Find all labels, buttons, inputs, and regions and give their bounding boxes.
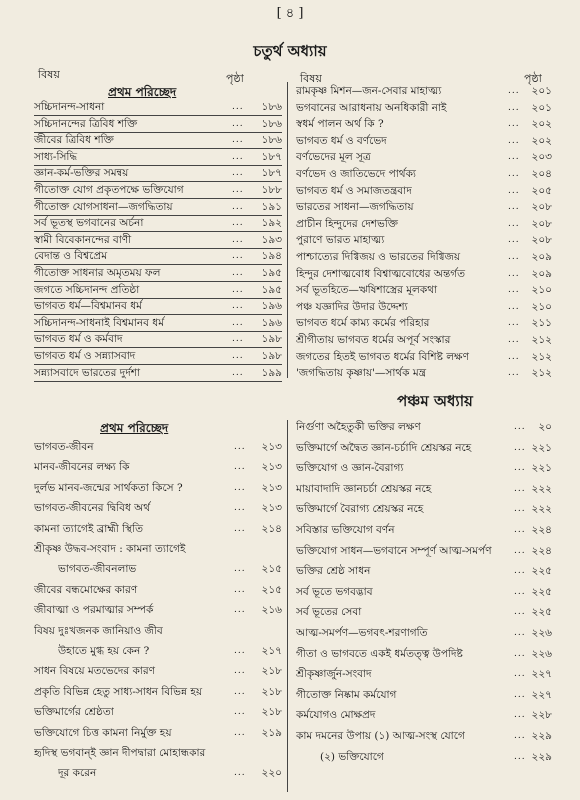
leader-dots: ... bbox=[234, 646, 246, 656]
toc-entry bbox=[34, 131, 286, 149]
toc-entry-page: ২২১ bbox=[531, 462, 552, 475]
toc-entry bbox=[34, 247, 286, 265]
toc-entry-text: ভাগবত-জীবনলাভ bbox=[58, 563, 137, 576]
toc-entry bbox=[34, 264, 286, 282]
toc-entry-text: স্বামী বিবেকানন্দের বাণী bbox=[34, 233, 132, 246]
leader-dots: ... bbox=[232, 251, 244, 262]
chapter5-section-title: প্রথম পরিচ্ছেদ bbox=[100, 421, 169, 435]
toc-entry-text: 'জগদ্ধিতায় কৃষ্ণায়'—সার্থক মন্ত্র bbox=[296, 367, 426, 380]
toc-entry bbox=[34, 744, 286, 762]
toc-entry-page: ১৮৬ bbox=[261, 134, 282, 147]
leader-dots: ... bbox=[514, 731, 526, 741]
toc-entry-page: ২০৪ bbox=[531, 168, 552, 180]
toc-entry-text: ভাগবত ধর্ম—বিশ্বমানব ধর্ম bbox=[34, 300, 142, 313]
toc-entry-text: বিষয় দুঃখজনক জানিয়াও জীব bbox=[34, 624, 163, 637]
toc-entry-page: ২২৫ bbox=[531, 565, 552, 578]
toc-entry-page: ১৮৬ bbox=[261, 101, 282, 113]
toc-entry bbox=[296, 331, 556, 349]
toc-entry bbox=[34, 764, 286, 782]
toc-entry bbox=[296, 562, 556, 580]
leader-dots: ... bbox=[232, 334, 244, 345]
leader-dots: ... bbox=[514, 751, 526, 762]
toc-entry-text: হৃদিস্থ ভগবান্‌ই জ্ঞান দীপদ্বারা মোহান্ধকার bbox=[34, 747, 206, 759]
toc-entry-text: আত্ম-সমর্পণ—ভগবৎ-শরণাগতি bbox=[296, 627, 428, 639]
leader-dots: ... bbox=[508, 218, 520, 229]
toc-entry-page: ১৯৫ bbox=[261, 267, 282, 279]
toc-entry bbox=[296, 439, 556, 457]
toc-entry bbox=[34, 231, 286, 249]
toc-entry-page: ২১৩ bbox=[261, 502, 282, 515]
toc-entry bbox=[34, 479, 286, 497]
toc-entry-text: বেদান্ত ও বিশ্বপ্রেম bbox=[34, 250, 108, 263]
toc-entry bbox=[296, 298, 556, 316]
toc-entry bbox=[34, 683, 286, 701]
leader-dots: ... bbox=[514, 422, 526, 432]
toc-entry bbox=[34, 458, 286, 476]
toc-entry-page: ২০৮ bbox=[531, 234, 552, 247]
toc-entry bbox=[296, 686, 556, 704]
toc-entry-text: শ্রীকৃষ্ণার্জুন-সংবাদ bbox=[296, 668, 372, 681]
toc-entry bbox=[34, 98, 286, 116]
toc-entry-page: ২১৫ bbox=[261, 583, 282, 596]
row-rule bbox=[34, 381, 282, 382]
toc-entry bbox=[34, 297, 286, 315]
toc-entry-text: সাধন বিষয়ে মতভেদের কারণ bbox=[34, 665, 155, 678]
toc-entry bbox=[296, 603, 556, 621]
toc-entry bbox=[296, 314, 556, 332]
toc-entry-text: সর্ব ভূতস্থ ভগবানের অর্চনা bbox=[34, 217, 144, 230]
toc-entry-page: ২০১ bbox=[531, 85, 552, 97]
page-number: [ ৪ ] bbox=[276, 6, 304, 21]
leader-dots: ... bbox=[508, 368, 520, 379]
toc-entry bbox=[34, 314, 286, 332]
toc-entry-text: সন্ন্যাসবাদে ভারতের দুর্দশা bbox=[34, 366, 141, 379]
toc-entry-text: প্রাচীন হিন্দুদের দেশভক্তি bbox=[296, 217, 398, 230]
toc-entry-text: ভক্তিযোগ ও জ্ঞান-বৈরাগ্য bbox=[296, 462, 404, 475]
toc-entry-page: ১৯১ bbox=[261, 200, 282, 213]
toc-entry-page: ২২৫ bbox=[531, 606, 552, 619]
toc-entry-text: গীতোক্ত যোগসাধনা—জগদ্ধিতায় bbox=[34, 200, 173, 213]
toc-entry-page: ২২৪ bbox=[531, 544, 552, 557]
toc-entry-text: ভক্তিমার্গের শ্রেষ্ঠতা bbox=[34, 706, 114, 719]
toc-entry bbox=[34, 601, 286, 619]
toc-entry-page: ২১৮ bbox=[261, 685, 282, 698]
toc-entry-text: গীতা ও ভাগবতে একই ধর্মতত্ত্ব উপদিষ্ট bbox=[296, 647, 463, 660]
toc-entry bbox=[34, 499, 286, 517]
toc-entry-page: ২২৬ bbox=[531, 627, 552, 639]
leader-dots: ... bbox=[508, 152, 520, 163]
toc-entry-text: সচ্চিদানন্দ-সাধনাই বিশ্বমানব ধর্ম bbox=[34, 316, 165, 329]
toc-entry-page: ২১৬ bbox=[261, 604, 282, 617]
toc-entry bbox=[296, 198, 556, 216]
toc-entry-text: রামকৃষ্ণ মিশন—জন-সেবার মাহাত্ম্য bbox=[296, 85, 442, 97]
leader-dots: ... bbox=[508, 285, 520, 296]
toc-entry-page: ২০২ bbox=[531, 134, 552, 147]
toc-entry-text: সাধ্য-সিদ্ধি bbox=[34, 150, 78, 163]
leader-dots: ... bbox=[232, 168, 244, 179]
toc-entry bbox=[296, 132, 556, 150]
toc-entry bbox=[296, 500, 556, 518]
leader-dots: ... bbox=[514, 689, 526, 700]
toc-entry bbox=[296, 645, 556, 663]
toc-entry bbox=[296, 706, 556, 724]
toc-entry-page: ২১৩ bbox=[261, 441, 282, 453]
toc-entry bbox=[34, 662, 286, 680]
toc-entry bbox=[34, 622, 286, 640]
toc-entry-page: ২২৭ bbox=[531, 668, 552, 681]
toc-entry bbox=[34, 364, 286, 382]
toc-entry-text: গীতোক্ত নিষ্কাম কর্মযোগ bbox=[296, 688, 397, 701]
toc-entry-page: ২০৮ bbox=[531, 201, 552, 214]
toc-entry bbox=[296, 364, 556, 382]
toc-entry-text: ভাগবত ধর্ম ও সমাজতন্ত্রবাদ bbox=[296, 184, 412, 197]
toc-entry-page: ২২২ bbox=[531, 503, 552, 516]
toc-entry-text: (২) ভক্তিযোগে bbox=[320, 750, 384, 763]
toc-entry-text: কাম দমনের উপায় (১) আত্ম-সংস্থ যোগে bbox=[296, 730, 465, 742]
chapter5-column-divider bbox=[287, 420, 288, 792]
toc-entry bbox=[296, 281, 556, 299]
toc-entry-text: ভক্তিযোগ সাধন—ভগবানে সম্পূর্ণ আত্ম-সমর্পণ bbox=[296, 544, 492, 557]
toc-entry-page: ২২৮ bbox=[531, 709, 552, 722]
leader-dots: ... bbox=[514, 710, 526, 721]
toc-entry-text: পাশ্চাত্যের দিগ্বিজয় ও ভারতের দিগ্বিজয় bbox=[296, 251, 461, 263]
toc-entry-text: মানব-জীবনের লক্ষ্য কি bbox=[34, 461, 130, 474]
toc-entry-page: ২২৪ bbox=[531, 524, 552, 536]
toc-entry-text: জীবের ত্রিবিধ শক্তি bbox=[34, 134, 114, 147]
leader-dots: ... bbox=[508, 169, 520, 179]
toc-entry-text: নির্গুণা অহৈতুকী ভক্তির লক্ষণ bbox=[296, 421, 421, 433]
toc-entry-text: ভক্তিমার্গে বৈরাগ্য শ্রেয়স্কর নহে bbox=[296, 503, 424, 516]
toc-entry-text: ভক্তিমার্গে অদ্বৈত জ্ঞান-চর্চাদি শ্রেয়স্কর নহে bbox=[296, 441, 472, 454]
leader-dots: ... bbox=[234, 605, 246, 616]
leader-dots: ... bbox=[232, 102, 244, 112]
toc-entry-page: ২১৩ bbox=[261, 461, 282, 474]
toc-entry-text: জগতে সচ্চিদানন্দ প্রতিষ্ঠা bbox=[34, 283, 140, 296]
toc-entry bbox=[34, 181, 286, 199]
toc-entry-text: বর্ণভেদের মূল সূত্র bbox=[296, 151, 371, 164]
toc-entry-text: ভক্তিযোগে চিত্ত কামনা নির্মুক্ত হয় bbox=[34, 726, 172, 739]
leader-dots: ... bbox=[234, 523, 246, 534]
toc-entry-page: ২১২ bbox=[531, 367, 552, 380]
leader-dots: ... bbox=[514, 545, 526, 556]
toc-entry-page: ২১৯ bbox=[261, 726, 282, 739]
leader-dots: ... bbox=[508, 252, 520, 262]
toc-entry-text: কর্মযোগও মোক্ষপ্রদ bbox=[296, 709, 376, 722]
toc-entry-page: ২০ bbox=[538, 421, 552, 433]
toc-entry-page: ২২১ bbox=[531, 441, 552, 454]
toc-entry-text: দুর্লভ মানব-জন্মের সার্থকতা কিসে ? bbox=[34, 481, 183, 494]
leader-dots: ... bbox=[508, 102, 520, 113]
toc-entry-page: ১৯৫ bbox=[261, 283, 282, 296]
col-subject-left: বিষয় bbox=[38, 68, 60, 81]
leader-dots: ... bbox=[234, 768, 246, 779]
toc-entry-page: ২১১ bbox=[531, 317, 552, 330]
toc-entry-page: ২২৬ bbox=[531, 647, 552, 660]
toc-entry-text: সবিস্তার ভক্তিযোগ বর্ণন bbox=[296, 524, 395, 536]
toc-entry-text: ভাগবত-জীবন bbox=[34, 441, 94, 453]
toc-entry bbox=[296, 521, 556, 539]
leader-dots: ... bbox=[514, 442, 526, 453]
leader-dots: ... bbox=[234, 442, 246, 452]
leader-dots: ... bbox=[514, 607, 526, 618]
leader-dots: ... bbox=[232, 317, 244, 328]
leader-dots: ... bbox=[232, 218, 244, 229]
toc-entry-page: ২২০ bbox=[261, 767, 282, 780]
leader-dots: ... bbox=[514, 463, 526, 474]
toc-entry-text: হিন্দুর দেশাত্মবোধ বিশ্বাত্মবোধের অন্তর্গত bbox=[296, 267, 465, 280]
leader-dots: ... bbox=[232, 234, 244, 245]
leader-dots: ... bbox=[232, 135, 244, 146]
toc-entry-text: ভাগবত ধর্মে কাম্য কর্মের পরিহার bbox=[296, 317, 430, 330]
toc-entry-page: ২০৫ bbox=[531, 184, 552, 197]
toc-entry-page: ২১৫ bbox=[261, 563, 282, 576]
toc-entry-page: ১৮৭ bbox=[261, 150, 282, 163]
col-page-right: পৃষ্ঠা bbox=[524, 72, 542, 85]
leader-dots: ... bbox=[234, 564, 246, 575]
leader-dots: ... bbox=[508, 202, 520, 213]
toc-entry-page: ১৯৮ bbox=[261, 333, 282, 346]
toc-entry-text: জগতের হিতই ভাগবত ধর্মের বিশিষ্ট লক্ষণ bbox=[296, 350, 469, 363]
toc-entry-text: উহাতে মুগ্ধ হয় কেন ? bbox=[58, 645, 150, 657]
toc-entry bbox=[34, 198, 286, 216]
toc-entry bbox=[34, 281, 286, 299]
toc-entry bbox=[296, 231, 556, 249]
leader-dots: ... bbox=[508, 235, 520, 246]
toc-entry bbox=[296, 748, 556, 766]
toc-entry-text: জীবের বন্ধমোক্ষের কারণ bbox=[34, 583, 138, 596]
leader-dots: ... bbox=[232, 301, 244, 312]
toc-entry-text: ভারতের সাধনা—জগদ্ধিতায় bbox=[296, 201, 414, 214]
toc-entry-page: ২১৮ bbox=[261, 706, 282, 719]
toc-entry bbox=[34, 164, 286, 182]
toc-entry-text: সর্ব ভূতের সেবা bbox=[296, 606, 362, 619]
toc-entry-text: ভাগবত ধর্ম ও সন্ন্যাসবাদ bbox=[34, 350, 136, 362]
toc-entry-text: শ্রীগীতায় ভাগবত ধর্মের অপূর্ব সংস্কার bbox=[296, 334, 451, 346]
toc-entry-page: ২২৯ bbox=[531, 730, 552, 742]
leader-dots: ... bbox=[514, 669, 526, 680]
leader-dots: ... bbox=[234, 666, 246, 677]
toc-entry-text: স্বধর্ম পালন অর্থ কি ? bbox=[296, 118, 384, 131]
toc-entry-page: ২২৯ bbox=[531, 750, 552, 763]
leader-dots: ... bbox=[514, 566, 526, 577]
toc-entry bbox=[34, 581, 286, 599]
leader-dots: ... bbox=[508, 318, 520, 329]
leader-dots: ... bbox=[514, 504, 526, 515]
leader-dots: ... bbox=[514, 586, 526, 597]
toc-entry-text: ভাগবত ধর্ম ও বর্ণভেদ bbox=[296, 134, 387, 147]
leader-dots: ... bbox=[232, 118, 244, 129]
leader-dots: ... bbox=[508, 185, 520, 196]
toc-entry-text: মায়াবাদাদি জ্ঞানচর্চা শ্রেয়স্কর নহে bbox=[296, 482, 432, 495]
leader-dots: ... bbox=[232, 367, 244, 378]
col-subject-right: বিষয় bbox=[300, 72, 322, 85]
toc-entry-text: গীতোক্ত সাধনার অমৃতময় ফল bbox=[34, 267, 161, 279]
toc-entry-page: ১৯৬ bbox=[261, 300, 282, 313]
toc-entry bbox=[296, 348, 556, 366]
leader-dots: ... bbox=[508, 135, 520, 146]
toc-entry-page: ২১২ bbox=[531, 350, 552, 363]
toc-entry bbox=[34, 347, 286, 365]
toc-entry bbox=[296, 480, 556, 498]
toc-entry-page: ১৯৬ bbox=[261, 316, 282, 329]
leader-dots: ... bbox=[508, 335, 520, 345]
toc-entry bbox=[296, 148, 556, 166]
toc-entry-page: ২০২ bbox=[531, 118, 552, 131]
toc-entry bbox=[296, 459, 556, 477]
toc-entry-text: কামনা ত্যাগেই ব্রাহ্মী স্থিতি bbox=[34, 522, 143, 535]
leader-dots: ... bbox=[232, 268, 244, 278]
toc-entry-page: ২২২ bbox=[531, 482, 552, 495]
col-page-left: পৃষ্ঠা bbox=[226, 72, 244, 85]
toc-entry-page: ২০৩ bbox=[531, 151, 552, 164]
toc-entry-text: ভগবানের আরাধনায় অনধিকারী নাই bbox=[296, 101, 447, 114]
toc-entry bbox=[34, 642, 286, 660]
toc-entry bbox=[34, 438, 286, 456]
leader-dots: ... bbox=[232, 351, 244, 361]
toc-entry-text: জীবাত্মা ও পরমাত্মার সম্পর্ক bbox=[34, 604, 154, 617]
toc-entry-text: ভাগবত-জীবনের দ্বিবিধ অর্থ bbox=[34, 502, 151, 515]
toc-entry bbox=[34, 148, 286, 166]
toc-entry-page: ২১২ bbox=[531, 334, 552, 346]
toc-entry-page: ২১৭ bbox=[261, 645, 282, 657]
toc-entry-text: পঞ্চ যজ্ঞাদির উদার উদ্দেশ্য bbox=[296, 300, 408, 313]
toc-entry bbox=[296, 248, 556, 266]
leader-dots: ... bbox=[514, 483, 526, 494]
leader-dots: ... bbox=[234, 584, 246, 595]
leader-dots: ... bbox=[232, 284, 244, 295]
chapter5-title: পঞ্চম অধ্যায় bbox=[397, 392, 473, 410]
toc-entry-page: ১৯৪ bbox=[261, 250, 282, 263]
leader-dots: ... bbox=[508, 119, 520, 130]
toc-entry bbox=[296, 624, 556, 642]
leader-dots: ... bbox=[232, 201, 244, 212]
leader-dots: ... bbox=[508, 351, 520, 362]
toc-entry-page: ১৮৬ bbox=[261, 117, 282, 130]
toc-entry-page: ২০৯ bbox=[531, 251, 552, 263]
toc-entry bbox=[34, 540, 286, 558]
leader-dots: ... bbox=[508, 86, 520, 96]
toc-entry bbox=[34, 214, 286, 232]
toc-entry-text: দূর করেন bbox=[58, 767, 97, 780]
toc-entry-page: ২১০ bbox=[531, 300, 552, 313]
leader-dots: ... bbox=[234, 727, 246, 738]
toc-entry-text: ভক্তির শ্রেষ্ঠ সাধন bbox=[296, 565, 371, 578]
toc-entry-page: ২১০ bbox=[531, 284, 552, 297]
toc-entry-page: ২১৩ bbox=[261, 481, 282, 494]
toc-entry-page: ১৯৯ bbox=[261, 366, 282, 379]
toc-entry-page: ২০৮ bbox=[531, 217, 552, 230]
leader-dots: ... bbox=[514, 628, 526, 638]
toc-entry-text: বর্ণভেদ ও জাতিভেদে পার্থক্য bbox=[296, 168, 416, 180]
toc-entry-page: ২১৮ bbox=[261, 665, 282, 678]
toc-entry bbox=[296, 583, 556, 601]
leader-dots: ... bbox=[232, 151, 244, 162]
toc-entry-text: সচ্চিদানন্দের ত্রিবিধ শক্তি bbox=[34, 117, 138, 130]
leader-dots: ... bbox=[508, 301, 520, 312]
toc-entry-text: শ্রীকৃষ্ণ উদ্ধব-সংবাদ : কামনা ত্যাগেই bbox=[34, 543, 186, 555]
toc-entry-page: ২১৪ bbox=[261, 522, 282, 535]
leader-dots: ... bbox=[234, 707, 246, 718]
toc-entry-page: ১৮৮ bbox=[261, 184, 282, 196]
toc-entry-text: প্রকৃতি বিভিন্ন হেতু সাধ্য-সাধন বিভিন্ন হয় bbox=[34, 685, 203, 698]
chapter4-section-title: প্রথম পরিচ্ছেদ bbox=[108, 85, 177, 99]
toc-entry-page: ২০১ bbox=[531, 101, 552, 114]
toc-entry bbox=[296, 418, 556, 436]
toc-entry-text: গীতোক্ত যোগ প্রকৃতপক্ষে ভক্তিযোগ bbox=[34, 184, 184, 196]
leader-dots: ... bbox=[234, 686, 246, 697]
toc-entry bbox=[34, 560, 286, 578]
toc-entry-page: ২২৭ bbox=[531, 688, 552, 701]
toc-entry bbox=[296, 665, 556, 683]
toc-entry bbox=[296, 82, 556, 100]
toc-entry-page: ২২৫ bbox=[531, 585, 552, 598]
toc-entry bbox=[296, 182, 556, 200]
toc-entry-page: ১৮৭ bbox=[261, 167, 282, 180]
toc-entry bbox=[34, 703, 286, 721]
toc-entry-text: পুরাণে ভারত মাহাত্ম্য bbox=[296, 234, 385, 247]
toc-entry-text: জ্ঞান-কর্ম-ভক্তির সমন্বয় bbox=[34, 167, 129, 180]
toc-entry bbox=[296, 542, 556, 560]
toc-entry-text: সচ্চিদানন্দ-সাধনা bbox=[34, 101, 105, 113]
leader-dots: ... bbox=[234, 503, 246, 514]
toc-entry-page: ১৯৩ bbox=[261, 233, 282, 246]
toc-entry-page: ১৯৮ bbox=[261, 350, 282, 362]
toc-entry-text: সর্ব ভূতহিতে—ঋষিশাস্ত্রের মূলকথা bbox=[296, 284, 438, 297]
leader-dots: ... bbox=[232, 185, 244, 195]
chapter4-column-divider bbox=[287, 82, 288, 378]
chapter4-title: চতুর্থ অধ্যায় bbox=[253, 42, 327, 60]
toc-entry bbox=[296, 165, 556, 183]
toc-entry bbox=[296, 727, 556, 745]
toc-entry bbox=[34, 724, 286, 742]
toc-entry bbox=[34, 330, 286, 348]
leader-dots: ... bbox=[234, 462, 246, 473]
toc-entry bbox=[34, 520, 286, 538]
toc-entry bbox=[296, 265, 556, 283]
toc-entry-text: সর্ব ভূতে ভগবদ্ভাব bbox=[296, 585, 373, 598]
toc-entry bbox=[296, 115, 556, 133]
toc-entry-page: ২০৯ bbox=[531, 267, 552, 280]
toc-entry bbox=[296, 99, 556, 117]
toc-entry bbox=[296, 215, 556, 233]
leader-dots: ... bbox=[234, 482, 246, 493]
leader-dots: ... bbox=[514, 648, 526, 659]
leader-dots: ... bbox=[508, 268, 520, 279]
toc-entry-page: ১৯২ bbox=[261, 217, 282, 230]
toc-entry-text: ভাগবত ধর্ম ও কর্মবাদ bbox=[34, 333, 123, 346]
leader-dots: ... bbox=[514, 525, 526, 535]
toc-entry bbox=[34, 115, 286, 133]
